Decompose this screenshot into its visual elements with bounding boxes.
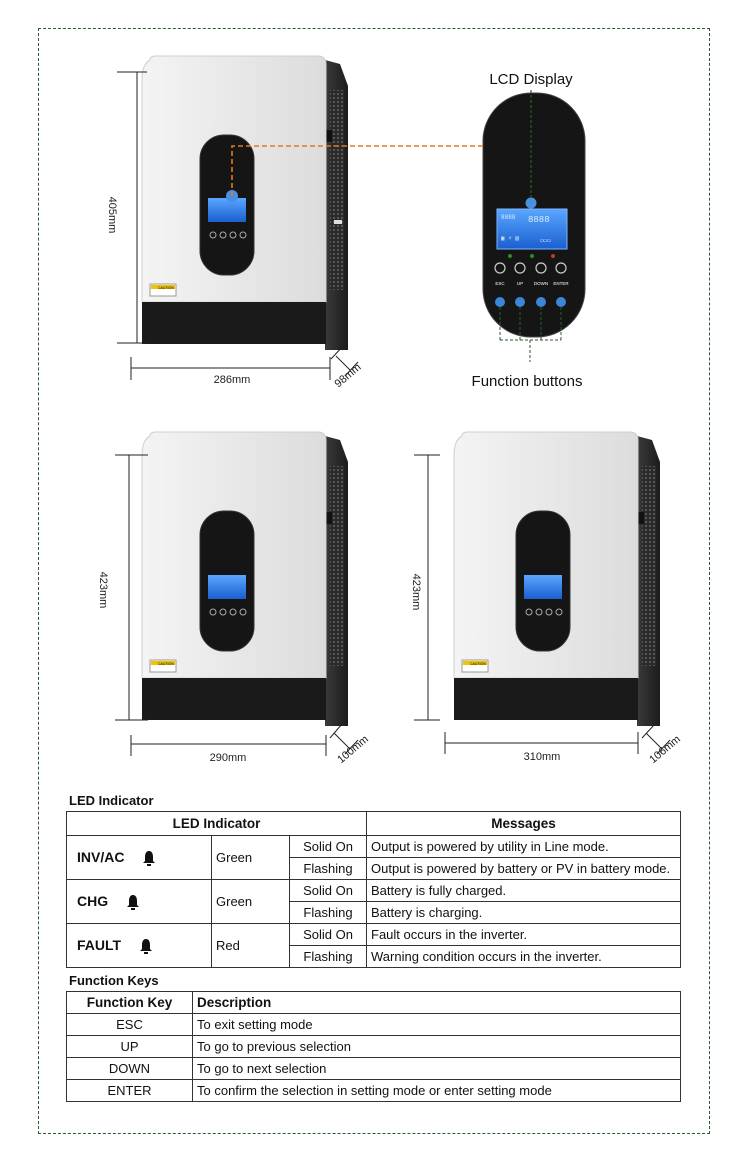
bell-icon [139,938,153,954]
led-section-title: LED Indicator [69,793,154,808]
table-row [67,880,681,902]
inverter-left [142,432,348,726]
right-height-label: 423mm [410,573,422,611]
caution-label-right: CAUTION [470,662,486,666]
led-name: INV/AC [77,848,125,865]
led-state: Solid On [290,924,367,946]
right-width-label: 310mm [523,751,561,763]
fn-key: UP [67,1036,193,1058]
table-row [67,836,681,858]
caution-label-left: CAUTION [158,662,174,666]
panel-enter-label: ENTER [553,281,569,286]
led-state: Flashing [290,858,367,880]
led-indicator-header: LED Indicator [67,812,367,836]
inverter-right [454,432,660,726]
led-message: Warning condition occurs in the inverter. [367,946,681,968]
function-section-title: Function Keys [69,973,159,988]
led-message: Battery is fully charged. [367,880,681,902]
bell-icon [126,894,140,910]
function-key-header: Function Key [67,992,193,1014]
description-header: Description [193,992,681,1014]
fn-key: ESC [67,1014,193,1036]
led-name-cell [67,836,212,880]
left-depth-label: 100mm [335,733,371,767]
svg-text:8888: 8888 [528,215,550,225]
led-indicator-table [66,811,681,968]
fn-desc: To go to previous selection [193,1036,681,1058]
function-keys-table [66,991,681,1102]
led-name-cell [67,924,212,968]
caution-label-top: CAUTION [158,286,174,290]
fn-key: ENTER [67,1080,193,1102]
fn-desc: To go to next selection [193,1058,681,1080]
led-name: FAULT [77,936,122,953]
panel-esc-label: ESC [495,281,505,286]
led-state: Flashing [290,946,367,968]
fn-table-header [67,992,681,1014]
led-message: Fault occurs in the inverter. [367,924,681,946]
fn-desc: To confirm the selection in setting mode or enter setting mode [193,1080,681,1102]
led-name-cell [67,880,212,924]
table-row [67,1058,681,1080]
led-color: Green [212,836,290,880]
panel-down-label: DOWN [533,281,549,286]
inverter-top [142,56,348,350]
right-depth-label: 106mm [647,733,683,767]
led-message: Battery is charging. [367,902,681,924]
top-depth-label: 98mm [332,361,364,391]
fn-key: DOWN [67,1058,193,1080]
left-width-label: 290mm [209,752,247,764]
panel-detail [483,93,585,337]
led-state: Flashing [290,902,367,924]
bell-icon [142,850,156,866]
left-height-label: 423mm [97,571,109,609]
table-row [67,1014,681,1036]
table-row [67,1036,681,1058]
svg-text:▣ ⚡ ▤: ▣ ⚡ ▤ [501,235,520,242]
panel-up-label: UP [516,281,524,286]
table-row [67,1080,681,1102]
lcd-display-callout: LCD Display [489,71,573,88]
svg-text:8888: 8888 [501,214,516,221]
led-name: CHG [77,892,109,909]
fn-desc: To exit setting mode [193,1014,681,1036]
messages-header: Messages [367,812,681,836]
function-buttons-callout: Function buttons [471,373,583,390]
top-height-label: 405mm [106,196,118,234]
led-color: Green [212,880,290,924]
led-table-header [67,812,681,836]
led-state: Solid On [290,836,367,858]
led-color: Red [212,924,290,968]
led-message: Output is powered by utility in Line mode. [367,836,681,858]
top-width-label: 286mm [213,374,251,386]
svg-text:▭▭▭: ▭▭▭ [540,237,551,244]
led-message: Output is powered by battery or PV in battery mode. [367,858,681,880]
led-state: Solid On [290,880,367,902]
table-row [67,924,681,946]
